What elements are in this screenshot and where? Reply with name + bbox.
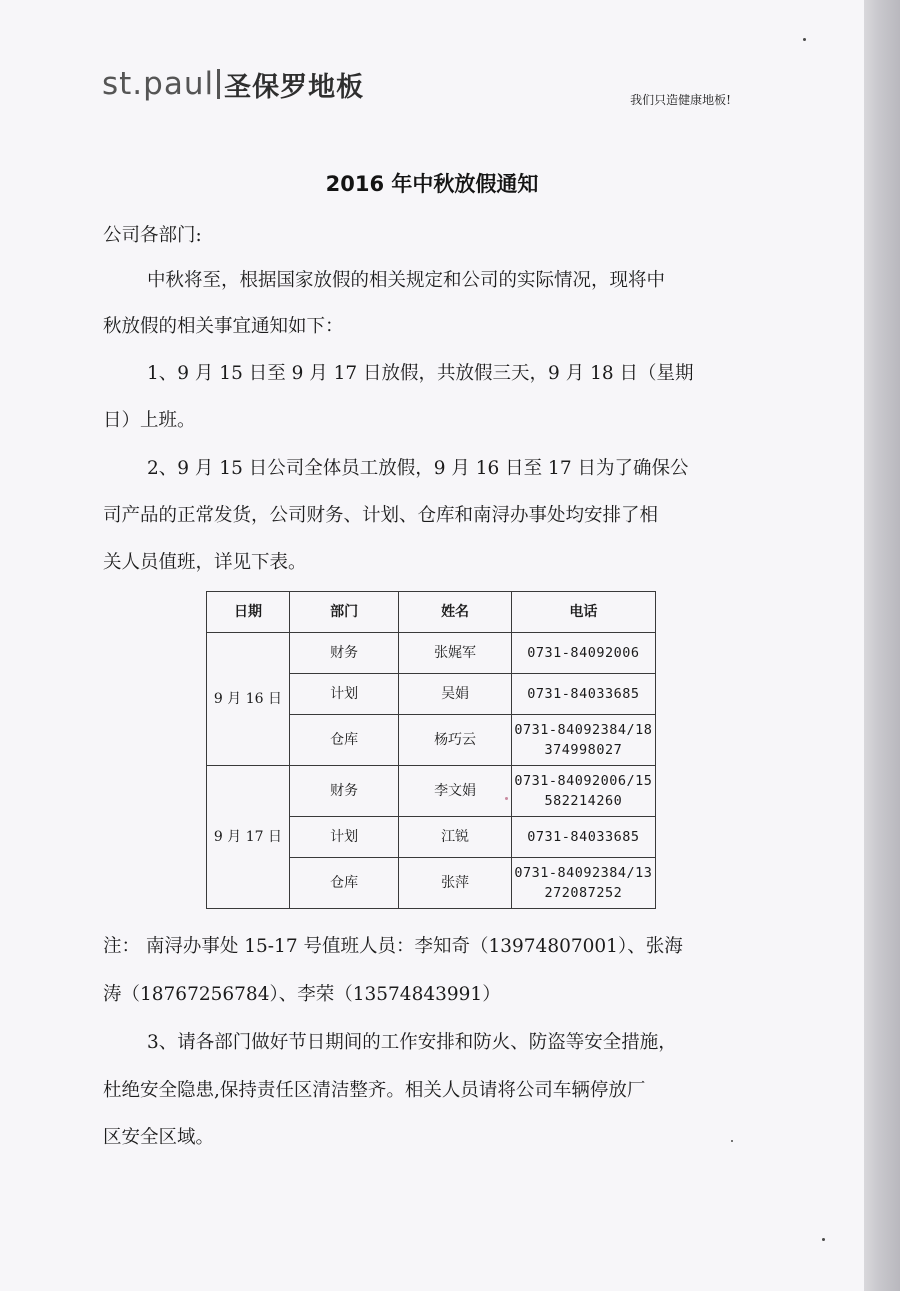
salutation: 公司各部门:	[103, 225, 202, 246]
scan-speck	[822, 1238, 825, 1241]
item3-line-3: 区安全区域。	[103, 1127, 215, 1148]
duty-roster-table	[206, 591, 656, 909]
phone-cell	[511, 674, 655, 715]
logo-chinese-text: 圣保罗地板	[224, 71, 365, 103]
phone-cell	[511, 858, 655, 909]
item2-line-2: 司产品的正常发货，公司财务、计划、仓库和南浔办事处均安排了相	[103, 505, 659, 526]
phone-line-2: 582214260	[544, 793, 623, 809]
header-phone: 电话	[511, 592, 655, 633]
dept-cell: 财务	[289, 633, 398, 674]
phone-cell	[511, 715, 655, 766]
item1-line-2: 日）上班。	[103, 410, 196, 431]
note-line-2: 涛（18767256784）、李荣（13574843991）	[103, 984, 501, 1005]
scan-speck	[505, 797, 508, 800]
logo-latin-text: st.paul	[102, 66, 215, 102]
date-cell: 9 月 16 日	[207, 633, 290, 766]
item1-line-1: 1、9 月 15 日至 9 月 17 日放假，共放假三天，9 月 18 日（星期	[147, 363, 694, 384]
name-cell: 张娓军	[399, 633, 511, 674]
phone-line-1: 0731-84092384/18	[514, 722, 653, 738]
name-cell: 杨巧云	[399, 715, 511, 766]
header-department: 部门	[289, 592, 398, 633]
phone-cell	[511, 817, 655, 858]
intro-line-1: 中秋将至，根据国家放假的相关规定和公司的实际情况，现将中	[147, 270, 666, 291]
item2-line-1: 2、9 月 15 日公司全体员工放假，9 月 16 日至 17 日为了确保公	[147, 458, 689, 479]
dept-cell: 财务	[289, 766, 398, 817]
item2-line-3: 关人员值班，详见下表。	[103, 552, 307, 573]
phone-line-1: 0731-84092384/13	[514, 865, 653, 881]
dept-cell: 计划	[289, 817, 398, 858]
note-line-1: 注： 南浔办事处 15-17 号值班人员：李知奇（13974807001）、张海	[103, 936, 683, 957]
name-cell: 张萍	[399, 858, 511, 909]
company-logo	[102, 64, 364, 104]
scan-page-edge	[864, 0, 900, 1291]
phone-line-2: 374998027	[544, 742, 623, 758]
name-cell: 吴娟	[399, 674, 511, 715]
item3-line-1: 3、请各部门做好节日期间的工作安排和防火、防盗等安全措施，	[147, 1032, 677, 1053]
scan-speck	[803, 38, 806, 41]
phone-cell	[511, 766, 655, 817]
intro-line-2: 秋放假的相关事宜通知如下：	[103, 316, 344, 337]
table-row	[207, 766, 656, 817]
phone-line-2: 272087252	[544, 885, 623, 901]
dept-cell: 仓库	[289, 715, 398, 766]
company-slogan: 我们只造健康地板!	[630, 93, 731, 107]
phone-line-1: 0731-84033685	[527, 829, 640, 845]
phone-cell	[511, 633, 655, 674]
phone-line-1: 0731-84033685	[527, 686, 640, 702]
table-header-row	[207, 592, 656, 633]
header-date: 日期	[207, 592, 290, 633]
table-row	[207, 633, 656, 674]
header-name: 姓名	[399, 592, 511, 633]
dept-cell: 仓库	[289, 858, 398, 909]
name-cell: 江锐	[399, 817, 511, 858]
logo-divider	[217, 69, 220, 99]
phone-line-1: 0731-84092006/15	[514, 773, 653, 789]
scan-speck	[731, 1140, 733, 1142]
phone-line-1: 0731-84092006	[527, 645, 640, 661]
item3-line-2: 杜绝安全隐患,保持责任区清洁整齐。相关人员请将公司车辆停放厂	[103, 1080, 646, 1101]
name-cell: 李文娟	[399, 766, 511, 817]
dept-cell: 计划	[289, 674, 398, 715]
date-cell: 9 月 17 日	[207, 766, 290, 909]
notice-title: 2016 年中秋放假通知	[325, 172, 539, 196]
